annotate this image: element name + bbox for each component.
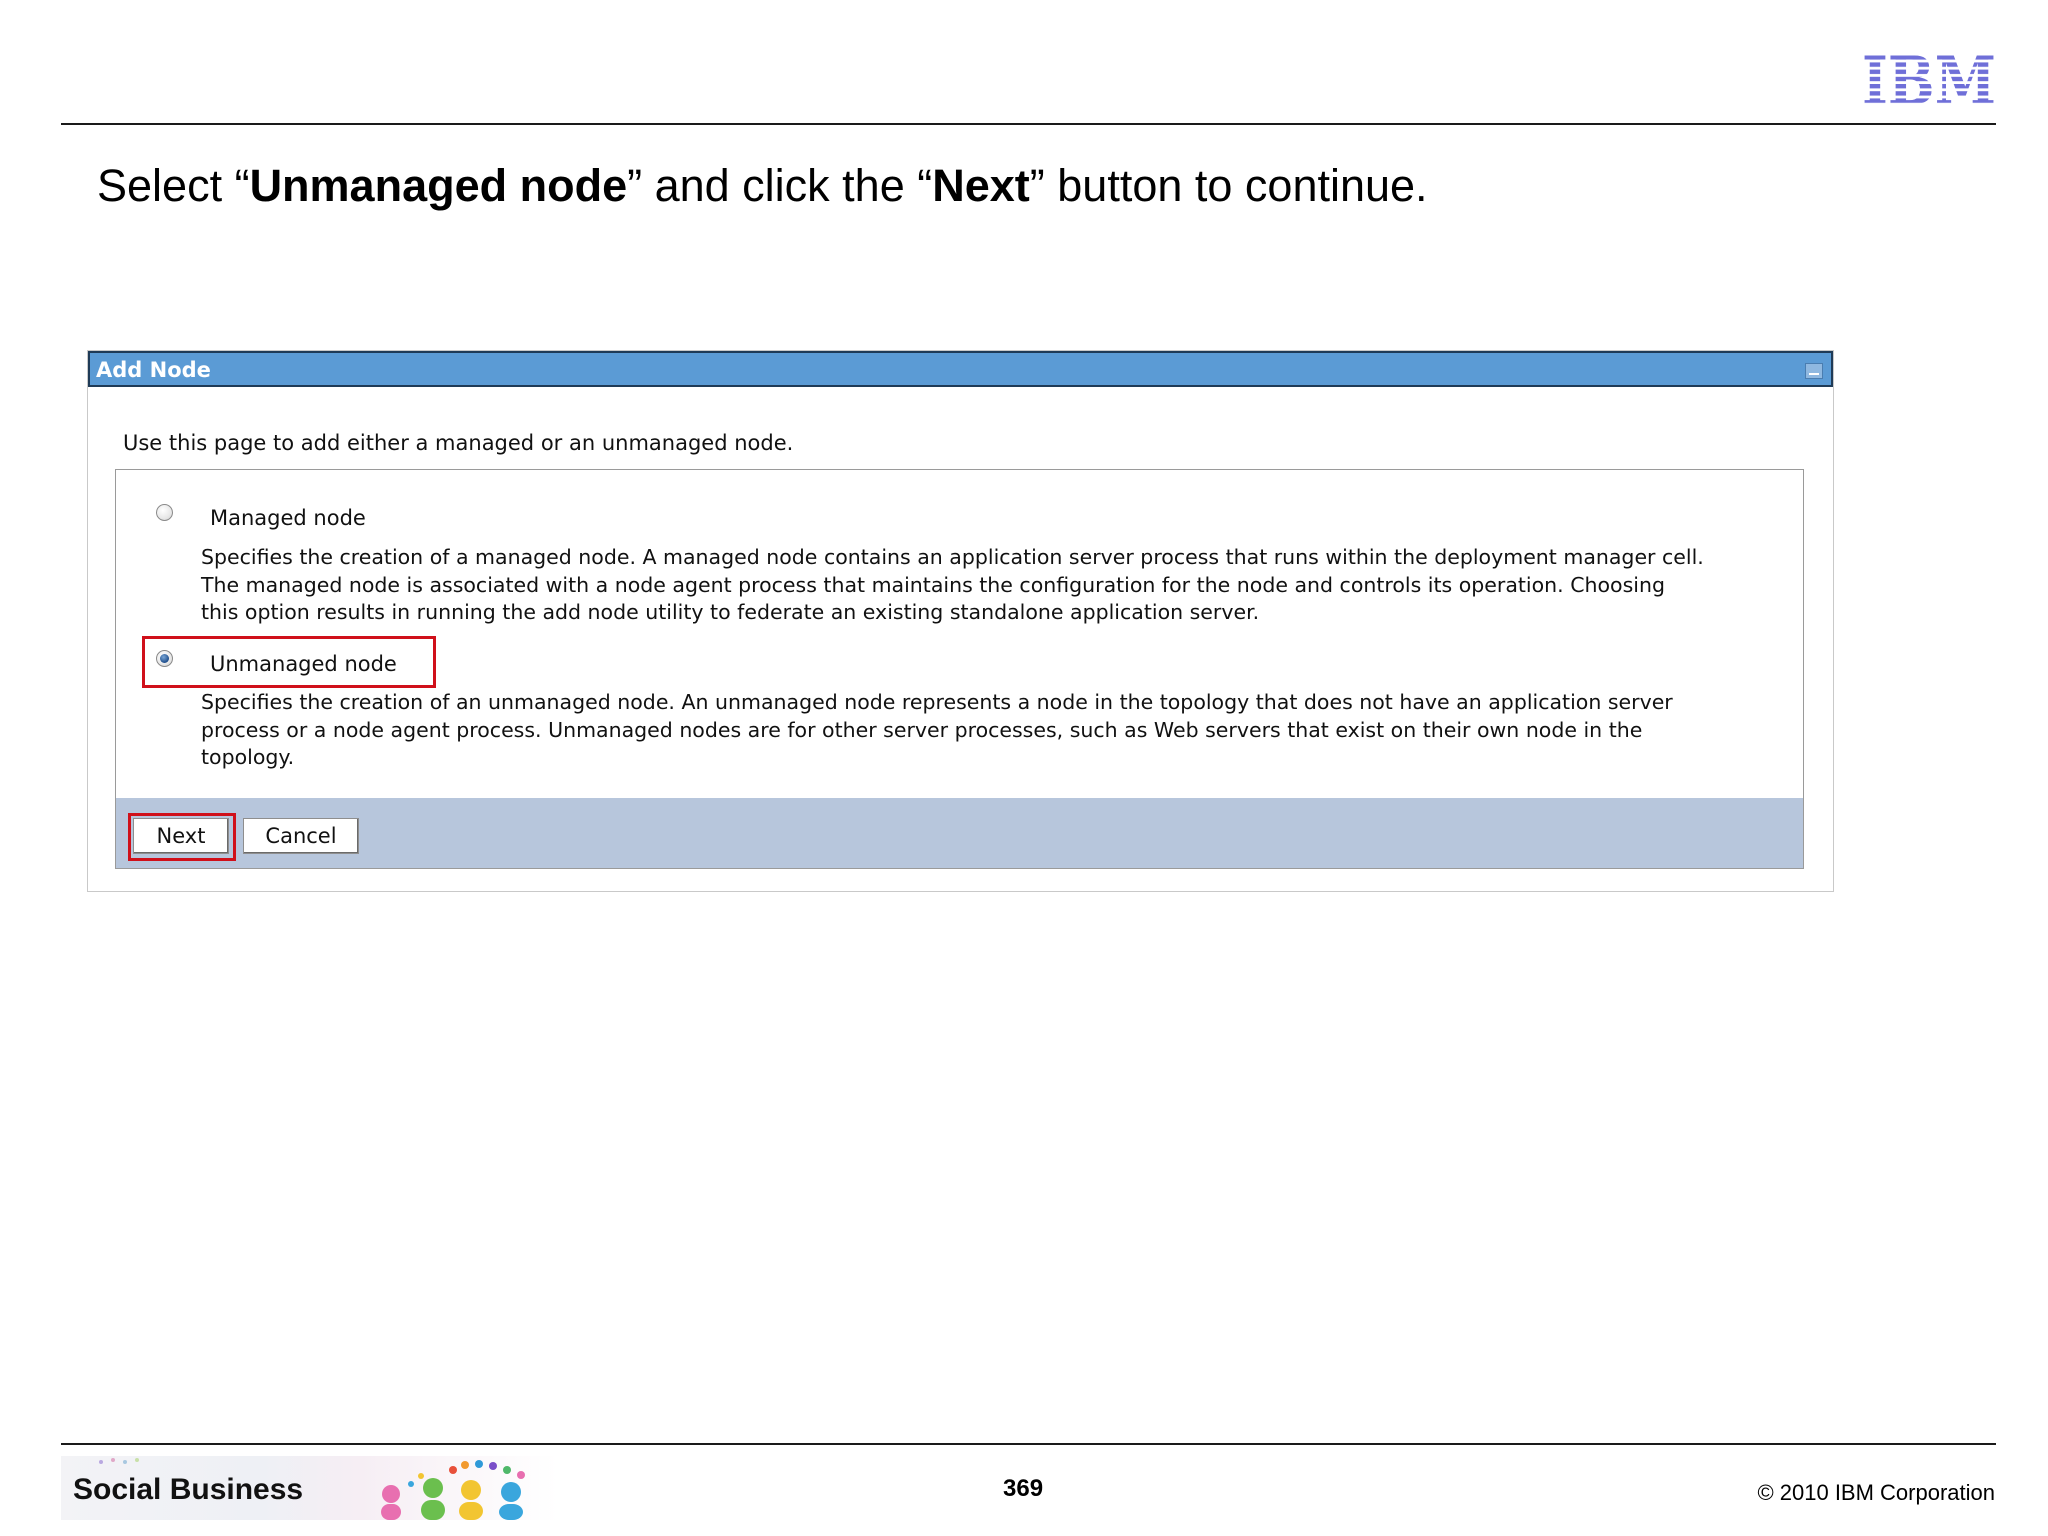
unmanaged-node-radio[interactable] — [156, 650, 173, 667]
next-button[interactable]: Next — [133, 818, 229, 854]
title-part: Select “ — [97, 160, 250, 211]
dialog-title-bar — [88, 351, 1833, 387]
title-emphasis-unmanaged: Unmanaged node — [249, 160, 628, 211]
unmanaged-node-description — [201, 689, 1673, 772]
ibm-logo — [1862, 42, 1996, 120]
description-line: Specifies the creation of a managed node. A managed node contains an application server process that runs within the deployment manager cell. — [201, 545, 1704, 569]
cancel-button[interactable]: Cancel — [243, 818, 359, 854]
title-part: ” and click the “ — [627, 160, 933, 211]
page-number: 369 — [1003, 1475, 1044, 1502]
description-line: Specifies the creation of an unmanaged node. An unmanaged node represents a node in the topology that does not have an application server — [201, 690, 1673, 714]
copyright-text: © 2010 IBM Corporation — [1757, 1480, 1995, 1505]
node-type-panel — [115, 469, 1804, 869]
title-part: ” button to continue. — [1029, 160, 1428, 211]
social-business-banner — [61, 1456, 558, 1520]
managed-node-description — [201, 544, 1704, 627]
ibm-logo-text: IBM — [1862, 42, 1996, 120]
header-rule — [61, 123, 1996, 125]
unmanaged-node-label[interactable]: Unmanaged node — [210, 652, 397, 676]
page-title — [97, 160, 1428, 212]
description-line: topology. — [201, 745, 295, 769]
title-emphasis-next: Next — [932, 160, 1030, 211]
add-node-dialog — [87, 350, 1834, 892]
button-bar — [116, 798, 1803, 868]
description-line: process or a node agent process. Unmanaged nodes are for other server processes, such as Web servers that exist on their own node in the — [201, 717, 1643, 742]
description-line: this option results in running the add node utility to federate an existing standalone application server. — [201, 600, 1260, 624]
dialog-title: Add Node — [96, 358, 211, 382]
minimize-icon[interactable] — [1805, 363, 1823, 379]
description-line: The managed node is associated with a node agent process that maintains the configuration for the node and controls its operation. Choosing — [201, 572, 1665, 597]
footer-rule — [61, 1443, 1996, 1445]
dialog-intro-text: Use this page to add either a managed or an unmanaged node. — [123, 431, 794, 455]
managed-node-label[interactable]: Managed node — [210, 506, 366, 530]
managed-node-radio[interactable] — [156, 504, 173, 521]
brand-label: Social Business — [73, 1473, 304, 1506]
